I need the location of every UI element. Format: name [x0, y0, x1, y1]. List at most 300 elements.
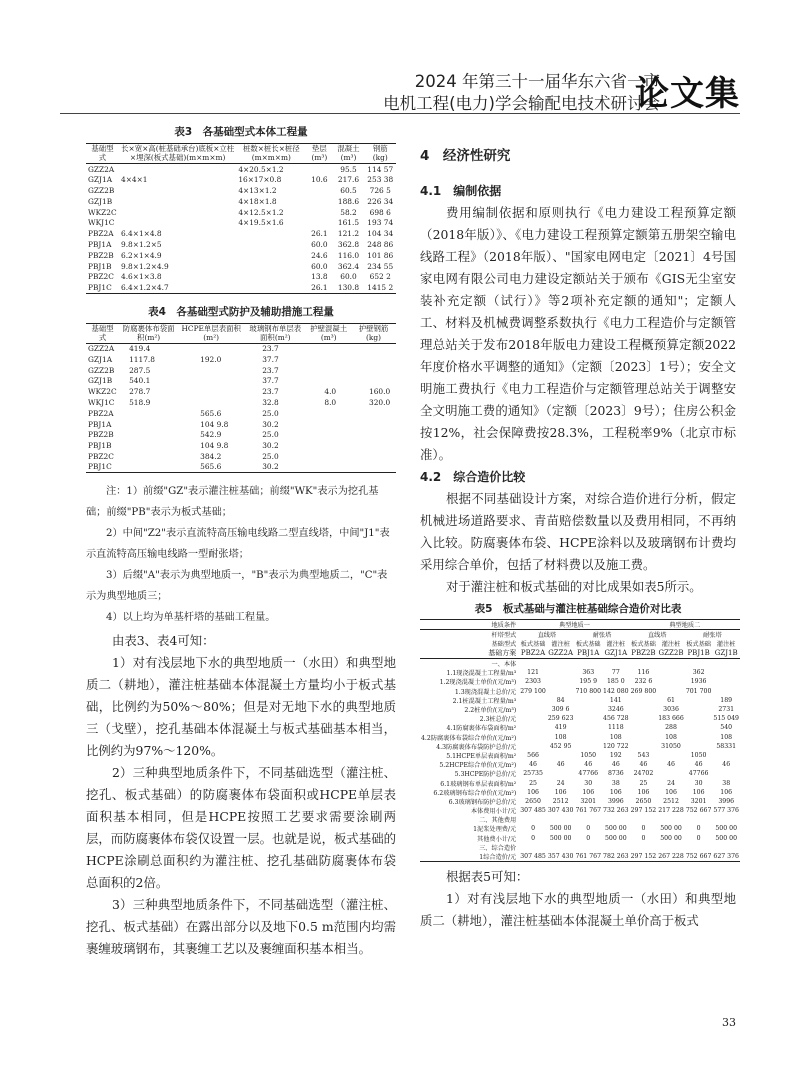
table-cell [630, 742, 658, 751]
note-1: 注：1）前缀"GZ"表示灌注桩基础；前缀"WK"表示为挖孔基础；前缀"PB"表示为板式基础； [86, 486, 379, 519]
table-cell [712, 659, 740, 669]
table-row [86, 228, 396, 239]
section-4-heading: 4 经济性研究 [420, 148, 511, 164]
table-cell: GZZ2A [88, 164, 115, 174]
table-cell [119, 429, 178, 440]
table-cell: 188.6 [337, 196, 360, 206]
table-header-cell: 钢筋(kg) [364, 144, 396, 164]
table-cell: 32.8 [262, 397, 279, 407]
table-cell: GZJ1A [88, 354, 113, 364]
table-cell: 26.1 [306, 282, 332, 293]
table-cell [685, 696, 713, 705]
table-cell: 77 [611, 669, 620, 677]
note-2: 2）中间"Z2"表示直流特高压输电线路二型直线塔，中间"J1"表示直流特高压输电线路一型耐张塔； [86, 528, 390, 561]
table-row [420, 778, 740, 787]
table-cell: 25.0 [262, 430, 279, 440]
table-cell: 4.2防腐裹体布袋综合单价/(元/m²) [421, 734, 517, 742]
table-row [420, 687, 740, 696]
table-cell: 2.2桩单价/(元/m³) [464, 707, 517, 715]
table-header-cell: PBJ1B [685, 648, 713, 659]
note-3: 3）后缀"A"表示为典型地质一，"B"表示为典型地质二，"C"表示为典型地质三； [86, 570, 388, 603]
table-cell: 58.2 [340, 207, 357, 217]
table-cell: 577 376 [713, 807, 739, 815]
table-header-cell: 典型地质一 [519, 620, 629, 630]
table-cell: 104 9.8 [200, 441, 229, 451]
table-cell: 726 5 [369, 185, 391, 195]
table-header-cell: 防腐裹体布袋面积(m²) [119, 323, 178, 343]
table-header-cell: GZZ2A [548, 649, 574, 658]
header-conference-line1: 2024 年第三十一届华东六省一市 [414, 72, 660, 91]
table-cell: 0 [586, 825, 591, 833]
paragraph: 根据不同基础设计方案，对综合造价进行分析，假定机械进场道路要求、青苗赔偿数量以及费用相同，不再纳入比较。防腐裹体布袋、HCPE涂料以及玻璃钢布计费均采用综合单价，包括了材料费以及施工费。 [420, 491, 736, 572]
table-cell [351, 440, 396, 451]
table-cell: 543 [637, 751, 650, 759]
table-cell: 38 [611, 779, 620, 787]
table-cell [685, 714, 713, 723]
right-column [420, 120, 739, 932]
table-cell [306, 207, 332, 218]
header-rule [60, 113, 740, 114]
table-cell [351, 375, 396, 386]
table-cell: 234 55 [367, 261, 394, 271]
table-cell: 1.1现浇混凝土工程量/m³ [446, 670, 517, 678]
table-cell: 226 34 [367, 196, 394, 206]
table-cell: 1050 [690, 751, 707, 759]
table-cell: 3201 [580, 797, 597, 805]
table-cell: 362.4 [337, 261, 360, 271]
table-cell: 309 6 [551, 706, 570, 714]
table-cell [574, 659, 602, 669]
table-cell: 160.0 [369, 387, 391, 397]
table-cell [630, 815, 658, 824]
table-cell [657, 668, 685, 677]
table-cell: 5.3HCPE防护总价/元 [454, 771, 517, 779]
table-row [420, 769, 740, 778]
table-cell [712, 677, 740, 686]
table-cell: 3201 [690, 797, 707, 805]
table-cell [547, 677, 575, 686]
table-cell: 732 263 [603, 807, 629, 815]
table-cell: 3036 [663, 706, 679, 714]
paragraph: 2）三种典型地质条件下，不同基础选型（灌注桩、挖孔、板式基础）的防腐裹体布袋面积或HCPE单层表面积基本相同，但是HCPE按照工艺要求需要涂刷两层，而防腐裹体布袋仅设置一层。也就是说，板式基础的HCPE涂刷总面积约为灌注桩、挖孔基础防腐裹体布袋总面积的2倍。 [86, 765, 396, 891]
table-cell [574, 705, 602, 714]
table-cell: 307 485 [520, 852, 546, 860]
table-cell: 24 [667, 779, 675, 787]
table-cell [574, 696, 602, 705]
note-4: 4）以上均为单基杆塔的基础工程量。 [106, 612, 276, 624]
table-row [86, 185, 396, 196]
table-cell [657, 751, 685, 760]
table-cell: GZJ1B [88, 376, 113, 386]
table-cell: GZJ1B [88, 196, 113, 206]
table-cell: 6.4×1×4.8 [121, 229, 162, 239]
table-row [86, 261, 396, 272]
table-cell: 2650 [635, 797, 652, 805]
table-cell: 23.7 [262, 365, 279, 375]
table-cell: WKJ1C [88, 397, 115, 407]
table-cell: 0 [696, 825, 701, 833]
table-header-cell: 板式基础 [520, 641, 546, 649]
table-cell [119, 462, 178, 473]
paragraph: 3）三种典型地质条件下，不同基础选型（灌注桩、挖孔、板式基础）在露出部分以及地下0.5 m范围内均需裹缠玻璃钢布，其裹缠工艺以及裹缠面积基本相当。 [86, 897, 396, 957]
table-cell: 8.0 [324, 397, 337, 407]
table-cell: 192 [609, 751, 622, 759]
table-cell [630, 843, 658, 852]
table-cell: 31050 [661, 742, 681, 750]
table-cell [306, 217, 332, 228]
table-cell [574, 815, 602, 824]
table-row [86, 217, 396, 228]
table-cell [178, 386, 244, 397]
table-cell [519, 659, 547, 669]
table-cell: 217 228 [658, 807, 684, 815]
table-header-cell: PBZ2B [631, 649, 656, 658]
table-cell: PBZ2A [88, 408, 114, 418]
table-cell: 363 [582, 669, 595, 677]
table-header-cell: HCPE单层表面积(m²) [178, 323, 244, 343]
header-collection-title: 论文集 [635, 74, 740, 114]
table-cell: 23.7 [262, 344, 279, 354]
table-header-cell: PBJ1A [574, 648, 602, 659]
table-cell: 46 [667, 761, 675, 769]
table-cell [306, 440, 351, 451]
table-cell [119, 164, 236, 175]
table-cell: 104 34 [367, 229, 394, 239]
table-cell [236, 228, 306, 239]
table-cell [119, 196, 236, 207]
table-cell: 297 152 [630, 807, 657, 815]
table-cell: 0 [641, 834, 646, 842]
table-cell: 701 700 [685, 687, 712, 695]
table-row [86, 196, 396, 207]
table-cell: 540 [720, 724, 733, 732]
table-cell: 500 00 [660, 825, 682, 833]
table-cell: 6.4×1.2×4.7 [119, 282, 236, 293]
table-cell [630, 696, 658, 705]
table-cell: 108 [720, 733, 733, 741]
table-cell [657, 769, 685, 778]
table-header-row [420, 620, 740, 630]
table-cell: 193 74 [367, 218, 394, 228]
table-cell: 25.0 [262, 408, 279, 418]
table-header-cell: 护壁混凝土(m³) [306, 323, 351, 343]
table-cell: 8736 [607, 770, 624, 778]
table-row [86, 462, 396, 473]
table-cell [306, 429, 351, 440]
table-cell: 384.2 [200, 451, 222, 461]
table-cell: 46 [556, 761, 565, 769]
table-header-cell: 长×宽×高(桩基础承台)底板×立柱×埋深(板式基础)(m×m×m) [119, 144, 236, 164]
table-cell: 515 049 [713, 715, 739, 723]
table-cell [519, 742, 547, 751]
table-cell: 217.6 [337, 175, 360, 185]
table3-title: 表3 各基础型式本体工程量 [174, 126, 308, 138]
table-cell [602, 843, 630, 852]
table-cell: 101 86 [367, 250, 394, 260]
table-cell: 106 [692, 788, 705, 796]
table-row [420, 760, 740, 769]
table-header-cell: 耐张塔 [703, 632, 722, 639]
table-cell: 4.6×1×3.8 [121, 272, 162, 282]
table-cell: 106 [527, 788, 539, 796]
table-cell [306, 185, 332, 196]
table-cell [236, 250, 306, 261]
table-cell [519, 705, 547, 714]
table-cell [236, 261, 306, 272]
table-cell: 248 86 [367, 239, 394, 249]
table-cell: 761 767 [575, 807, 602, 815]
table-cell: 106 [554, 788, 567, 796]
table-cell: 419.4 [129, 344, 151, 354]
page-header [0, 0, 800, 112]
table-cell [685, 843, 713, 852]
table-row [86, 239, 396, 250]
table-cell [685, 705, 713, 714]
table-cell: 4.0 [324, 387, 337, 397]
table-cell: 357 430 [547, 852, 574, 860]
table-cell: 761 767 [575, 852, 602, 860]
table-header-cell: 板式基础 [575, 641, 601, 649]
table-cell: 9.8×1.2×5 [121, 239, 162, 249]
table-header-cell: 直线塔 [647, 632, 667, 639]
table-cell: 782 263 [603, 852, 629, 860]
table-cell: 25.0 [262, 451, 279, 461]
table-cell: 259 623 [547, 715, 574, 723]
table-cell: 108 [665, 733, 677, 741]
table-cell: 60.5 [340, 185, 357, 195]
table-cell: 10.6 [311, 175, 328, 185]
table-row [86, 271, 396, 282]
section-4-1-heading: 4.1 编制依据 [420, 184, 502, 198]
table-cell [236, 271, 306, 282]
table-cell [657, 677, 685, 686]
table-cell: 其他费小计/元 [477, 835, 517, 843]
table-cell: 1118 [607, 724, 624, 732]
table-cell: 37.7 [262, 354, 279, 364]
table-cell [119, 207, 236, 218]
table-cell: 161.5 [337, 218, 360, 228]
table-cell [306, 343, 351, 354]
table-cell: 本体费用小计/元 [470, 808, 517, 816]
table-row [86, 397, 396, 408]
table-cell: 121 [527, 669, 539, 677]
table-header-cell: 垫层(m³) [306, 144, 332, 164]
table-cell: 267 228 [658, 852, 684, 860]
table-cell: 307 485 [520, 807, 546, 815]
table-cell: 500 00 [549, 834, 572, 842]
table-cell: 13.8 [311, 272, 328, 282]
table-cell: 121.2 [337, 229, 360, 239]
table-cell: 三、综合造价 [479, 844, 517, 852]
table-cell [306, 408, 351, 419]
table-cell [119, 408, 178, 419]
paragraph: 对于灌注桩和板式基础的对比成果如表5所示。 [446, 579, 702, 594]
table-cell [306, 375, 351, 386]
table-cell: 1936 [690, 678, 707, 686]
table-cell: 1泥浆处理费/元 [473, 826, 517, 834]
table-cell: 288 [665, 724, 677, 732]
table-cell: 5.1HCPE单层表面积/m² [446, 752, 517, 760]
table-cell [306, 196, 332, 207]
table-cell: GZJ1A [88, 175, 113, 185]
paragraph: 1）对有浅层地下水的典型地质一（水田）和典型地质二（耕地），灌注桩基础本体混凝土单价高于板式 [420, 890, 736, 928]
table-cell [351, 451, 396, 462]
table-cell: 752 667 [685, 807, 712, 815]
table-cell [630, 733, 658, 742]
table-header-cell: GZZ2B [658, 649, 684, 658]
table-header-cell: 基础型式 [86, 144, 119, 164]
table-cell: 542.9 [200, 430, 222, 440]
table-cell: 104 9.8 [200, 419, 229, 429]
table-cell: 565.6 [178, 462, 244, 473]
table-cell [547, 815, 575, 824]
table-cell [519, 843, 547, 852]
table-cell [712, 751, 740, 760]
table-cell: 232 6 [634, 678, 653, 686]
table-cell [351, 365, 396, 376]
table-cell [119, 185, 236, 196]
table-cell: WKZ2C [88, 387, 117, 397]
table-cell [547, 659, 575, 669]
table-cell: 30 [584, 779, 593, 787]
table-cell: 500 00 [715, 834, 738, 842]
table-cell [657, 659, 685, 669]
table5-title: 表5 板式基础与灌注桩基础综合造价对比表 [474, 603, 682, 615]
table-cell: 456 728 [603, 715, 629, 723]
table-row [420, 714, 740, 723]
table-cell [547, 687, 575, 696]
table-header-cell: 直线塔 [537, 632, 557, 639]
table-header-cell: 基础型式 [86, 323, 119, 343]
table-row [420, 659, 740, 669]
table-cell: 60.0 [311, 261, 328, 271]
table-cell: 183 666 [658, 715, 684, 723]
table-row [420, 824, 740, 833]
table-cell: GZZ2B [88, 185, 115, 195]
table-cell: 60.0 [311, 239, 328, 249]
table-header-cell: GZJ1B [712, 648, 740, 659]
table-row [86, 419, 396, 430]
section-4-2-heading: 4.2 综合造价比较 [420, 470, 526, 484]
table-cell [630, 659, 658, 669]
table-cell [685, 723, 713, 732]
paragraph: 根据表5可知： [446, 868, 529, 884]
table-cell: 2.3桩总价/元 [479, 716, 517, 724]
table-cell: PBJ1B [88, 261, 112, 271]
table-cell [236, 282, 306, 293]
table-row [86, 429, 396, 440]
table-cell: 106 [665, 788, 677, 796]
table-cell: 518.9 [129, 397, 151, 407]
table-cell: 46 [639, 761, 648, 769]
table-cell: 26.1 [311, 229, 328, 239]
table-header-cell: 典型地质二 [630, 620, 740, 630]
table-cell: 253 38 [367, 175, 394, 185]
table-row [86, 440, 396, 451]
table-cell: 30 [694, 779, 703, 787]
table-cell: 1综合造价/元 [420, 852, 519, 862]
table-cell [630, 714, 658, 723]
table-cell [306, 419, 351, 430]
table-cell: 2650 [525, 797, 541, 805]
table-cell: 30.2 [244, 462, 306, 473]
table-cell: 24 [556, 779, 565, 787]
table4 [86, 323, 396, 474]
table-cell [574, 714, 602, 723]
table-cell [712, 668, 740, 677]
table-row [86, 164, 396, 175]
table-cell: 500 00 [715, 825, 738, 833]
table-cell: 752 667 [685, 852, 712, 860]
table-cell: 297 152 [630, 852, 657, 860]
table-cell: 320.0 [369, 397, 391, 407]
table-header-cell: 地质条件 [420, 620, 519, 630]
table-cell: 25735 [523, 770, 543, 778]
table-cell: 一、本体 [491, 661, 517, 669]
table-cell: 116.0 [337, 250, 360, 260]
table-row [86, 282, 396, 293]
table-cell: 61 [667, 696, 675, 704]
table-row [420, 677, 740, 686]
table-cell: 287.5 [129, 365, 151, 375]
table-row [420, 806, 740, 815]
table-row [420, 733, 740, 742]
table-row [420, 696, 740, 705]
table-cell: 38 [722, 779, 731, 787]
table-cell: 2512 [552, 797, 569, 805]
table-cell: 6.2玻璃钢布综合单价/(元/m²) [433, 789, 517, 797]
table-cell: PBJ1A [88, 419, 112, 429]
table-header-row [420, 630, 740, 640]
table-cell [119, 451, 178, 462]
table-header-cell: 基础方案 [420, 648, 519, 659]
table-cell: 4×12.5×1.2 [238, 207, 284, 217]
table-cell: 4×19.5×1.6 [238, 218, 284, 228]
table-cell: 58331 [716, 742, 737, 750]
table-cell: 4×18×1.8 [238, 196, 277, 206]
table-cell [178, 343, 244, 354]
table-cell: 500 00 [660, 834, 682, 842]
table-cell: 1050 [580, 751, 597, 759]
header-conference-line2: 电机工程(电力)学会输配电技术研讨会 [383, 94, 660, 113]
table-cell: 108 [609, 733, 622, 741]
table-cell: 2731 [718, 706, 735, 714]
table-header-cell: 板式基础 [631, 641, 656, 649]
table-cell: PBZ2C [88, 451, 114, 461]
table-cell: 2512 [663, 797, 679, 805]
table-cell: 1.2现浇混凝土单价/(元/m³) [439, 679, 517, 687]
table-cell [351, 429, 396, 440]
table-header-cell: 混凝土(m³) [332, 144, 364, 164]
table-cell: 6.3玻璃钢布防护总价/元 [448, 798, 517, 806]
table-header-row [420, 648, 740, 659]
table-row [86, 451, 396, 462]
table-cell [351, 343, 396, 354]
table-cell: 141 [609, 696, 622, 704]
table-cell [236, 239, 306, 250]
table-cell [306, 164, 332, 175]
table-cell: 5.2HCPE综合单价/(元/m²) [439, 762, 517, 770]
table-header-row [420, 639, 740, 648]
table-cell [519, 714, 547, 723]
table-cell: 3996 [607, 797, 624, 805]
table-cell: 4×4×1 [121, 175, 148, 185]
table-cell: 4×13×1.2 [238, 185, 277, 195]
table-cell [178, 397, 244, 408]
table-cell: 46 [694, 761, 703, 769]
table-row [86, 354, 396, 365]
table-cell: 0 [531, 825, 536, 833]
